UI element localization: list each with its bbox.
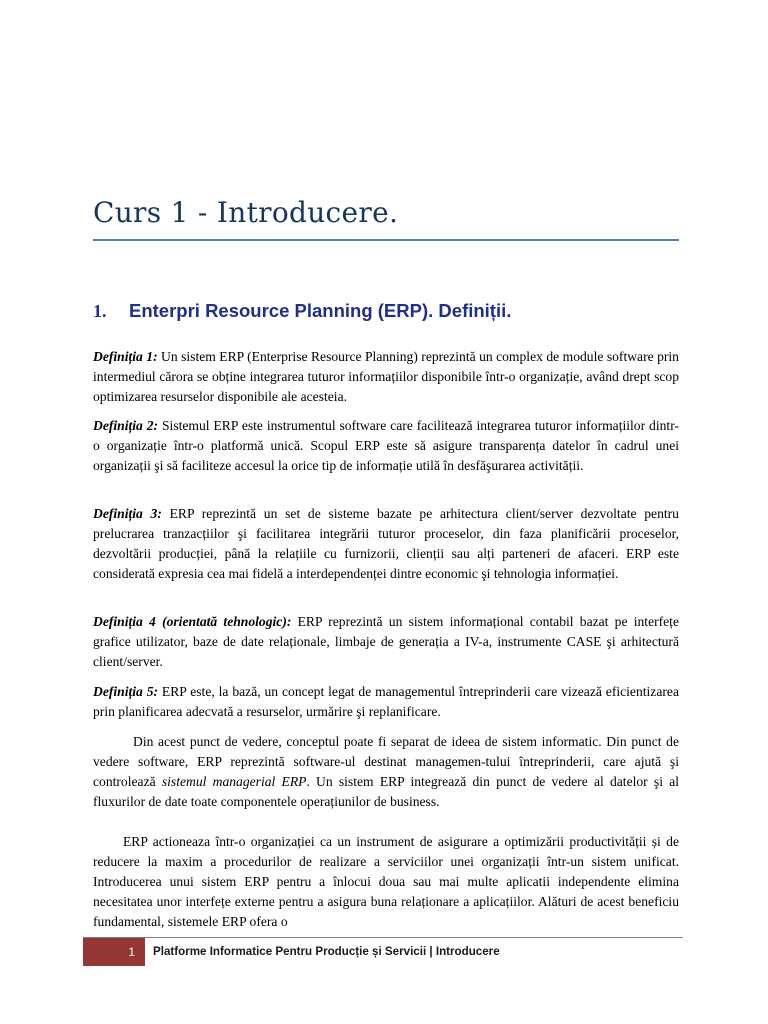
body-paragraph-2: ERP actioneaza într-o organizației ca un instrument de asigurare a optimizării productivității și de reducere la maxim a procedurilor de realizare a serviciilor unei organizații într-un sistem unificat. Introducerea unui sistem ERP pentru a înlocui doua sau mai multe aplicatii independente elimina necesitatea unor interfețe externe pentru a asigura buna relaționare a aplicațiilor. Alături de acest beneficiu fundamental, sistemele ERP ofera o [93,834,679,929]
paragraph-1-text-a: Din acest punct de vedere, conceptul poate fi separat de ideea de sistem informatic. Din punct de vedere software, ERP reprezintă software-ul destinat managemen-tului întreprinderii, care ajută şi controlează [93,734,679,789]
definition-1-text: Un sistem ERP (Enterprise Resource Planning) reprezintă un complex de module software prin intermediul cărora se obține integrarea tuturor informațiilor disponibile într-o organizație, având drept scop optimizarea resurselor disponibile ale acesteia. [93,349,679,404]
definition-4-text: ERP reprezintă un sistem informațional contabil bazat pe interfețe grafice utilizator, baze de date relaționale, limbaje de generația a IV-a, instrumente CASE şi arhitectură client/server. [93,614,679,669]
definition-2 [93,416,679,476]
section-heading [93,300,683,322]
paragraph-1-text-b: . Un sistem ERP integrează din punct de vedere al datelor şi al fluxurilor de date toate componentele operațiunilor de business. [93,774,680,809]
definition-3-text: ERP reprezintă un set de sisteme bazate pe arhitectura client/server dezvoltate pentru prelucrarea tranzacțiilor şi facilitarea integrării tuturor proceselor, din faza planificării proceselor, dezvoltării producției, până la relațiile cu furnizorii, clienții sau alți parteneri de afaceri. ERP este considerată expresia cea mai fidelă a interdependenței dintre economic şi tehnologia informației. [93,506,679,581]
definition-3 [93,504,679,584]
footer-page-number: 1 [83,938,145,966]
section-number: 1. [93,301,107,321]
definition-2-label: Definiția 2: [93,418,159,433]
footer-title: Platforme Informatice Pentru Producție și Servicii | Introducere [153,945,500,958]
definition-5-text: ERP este, la bază, un concept legat de managementul întreprinderii care vizează eficientizarea prin planificarea adecvată a resurselor, urmărire şi replanificare. [93,684,679,719]
definition-2-text: Sistemul ERP este instrumentul software care facilitează integrarea tuturor informațiilor dintr-o organizație într-o platformă unică. Scopul ERP este să asigure transparența datelor în cadrul unei organizații şi să faciliteze accesul la orice tip de informație utilă în desfăşurarea activității. [93,418,679,473]
definition-1-label: Definiția 1: [93,349,158,364]
definition-4 [93,612,679,672]
definition-3-label: Definiția 3: [93,506,162,521]
definition-4-label: Definiția 4 (orientată tehnologic): [93,614,292,629]
title-underline [93,239,679,241]
paragraph-1-emphasis: sistemul managerial ERP [161,774,307,789]
definition-5 [93,682,679,722]
body-paragraph-1 [93,732,679,812]
definition-1 [93,347,679,407]
section-heading-text: Enterpri Resource Planning (ERP). Definiții. [129,300,512,321]
definition-5-label: Definiția 5: [93,684,159,699]
page-title: Curs 1 - Introducere. [93,196,399,229]
